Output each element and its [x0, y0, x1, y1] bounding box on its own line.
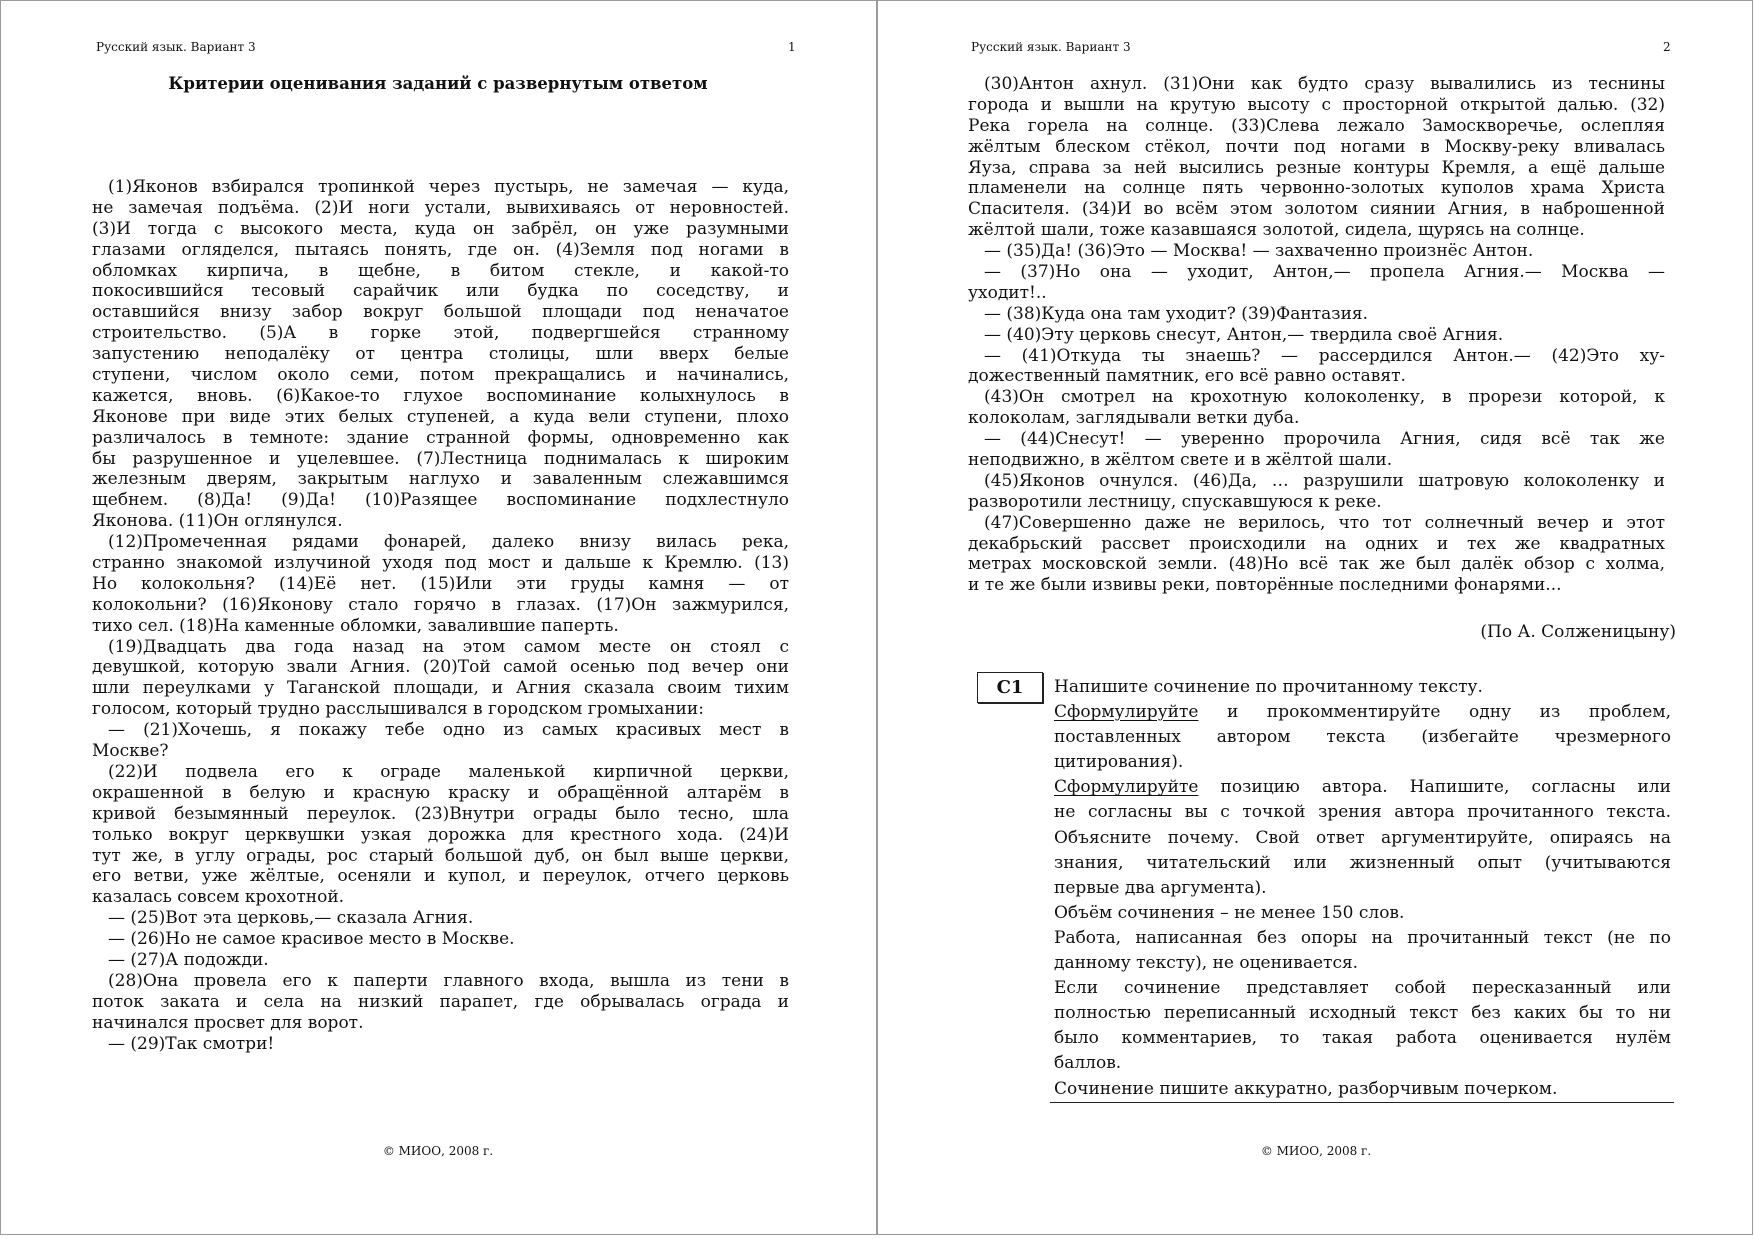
- text-line: [1054, 1001, 1671, 1026]
- text-line: [92, 281, 789, 302]
- line-text: — (40)Эту церковь снесут, Антон,— твердила своё Агния.: [984, 324, 1504, 345]
- text-line: [968, 262, 1665, 283]
- text-line: [968, 429, 1665, 450]
- text-line: [968, 471, 1665, 492]
- line-text: Спасителя. (34)И во всём этом золотом сиянии Агния, в наброшенной: [968, 199, 1665, 220]
- text-line: [92, 971, 789, 992]
- line-text: Москве?: [92, 741, 169, 762]
- line-text: Напишите сочинение по прочитанному тексту.: [1054, 677, 1483, 697]
- line-text: ступени, числом около семи, потом прекращались и начинались,: [92, 365, 789, 386]
- line-text: знания, читательский или жизненный опыт (учитываются: [1054, 852, 1671, 873]
- line-text: (19)Двадцать два года назад на этом самом месте он стоял с: [108, 636, 789, 657]
- text-line: [92, 386, 789, 407]
- text-line: [968, 304, 1665, 325]
- text-line: [92, 866, 789, 887]
- line-text: строительство. (5)А в горке этой, подвергшейся странному: [92, 323, 789, 344]
- line-text: декабрьский рассвет происходили на одних и тех же квадратных: [968, 533, 1665, 554]
- text-line: [92, 908, 789, 929]
- line-text: жёлтым блеском стёкол, почти под ногами в Москву-реку вливалась: [968, 136, 1665, 157]
- text-line: [1054, 1077, 1671, 1102]
- page-footer: © МИОО, 2008 г.: [382, 1144, 494, 1158]
- line-text: тихо сел. (18)На каменные обломки, завалившие паперть.: [92, 615, 619, 636]
- page-2: [878, 0, 1754, 1239]
- text-line: [92, 407, 789, 428]
- line-text: (1)Яконов взбирался тропинкой через пустырь, не замечая — куда,: [108, 177, 789, 197]
- line-text: города и вышли на крутую высоту с просторной открытой далью. (32): [968, 94, 1665, 115]
- line-text: жёлтой шали, тоже казавшаяся золотой, сидела, щурясь на солнце.: [968, 220, 1585, 241]
- line-text: запустению неподалёку от центра столицы, шли вверх белые: [92, 344, 789, 365]
- text-line: [92, 887, 789, 908]
- line-text: было комментариев, то такая работа оценивается нулём: [1054, 1028, 1671, 1049]
- text-line: [1054, 775, 1671, 800]
- line-text: Работа, написанная без опоры на прочитанный текст (не по: [1054, 927, 1671, 948]
- text-line: [968, 408, 1665, 429]
- text-line: [92, 219, 789, 240]
- line-text: казалась совсем крохотной.: [92, 887, 345, 908]
- text-line: [92, 302, 789, 323]
- text-line: [92, 261, 789, 282]
- line-text: неподвижно, в жёлтом свете и в жёлтой шали.: [968, 450, 1393, 471]
- text-line: [92, 1013, 789, 1034]
- text-line: [1054, 851, 1671, 876]
- text-line: [92, 929, 789, 950]
- text-line: [92, 720, 789, 741]
- text-line: [92, 240, 789, 261]
- text-line: [1054, 750, 1671, 775]
- line-text: странно знакомой излучиной уходя под мост и дальше к Кремлю. (13): [92, 553, 789, 574]
- line-text: колокольни? (16)Яконову стало горячо в глазах. (17)Он зажмурился,: [92, 594, 789, 615]
- line-text: железным дверям, закрытым наглухо и заваленным слежавшимся: [92, 469, 789, 490]
- line-text: покосившийся тесовый сарайчик или будка по соседству, и: [92, 281, 789, 302]
- text-line: [968, 116, 1665, 137]
- text-line: [968, 137, 1665, 158]
- line-text: Яконове при виде этих белых ступеней, а куда вели ступени, плохо: [92, 406, 789, 427]
- task-instructions: [1054, 675, 1671, 1102]
- text-line: [968, 95, 1665, 116]
- text-line: [92, 699, 789, 720]
- text-line: [92, 428, 789, 449]
- text-line: [968, 534, 1665, 555]
- page-number: 2: [1663, 40, 1671, 54]
- line-text: (12)Промеченная рядами фонарей, далеко внизу вилась река,: [108, 532, 789, 553]
- text-line: [1054, 976, 1671, 1001]
- line-text: — (26)Но не самое красивое место в Москве.: [108, 929, 515, 950]
- line-text: (3)И тогда с высокого места, куда он забрёл, он уже разумными: [92, 218, 789, 239]
- line-text: пламенели на солнце пять червонно-золотых куполов храма Христа: [968, 178, 1665, 199]
- text-line: [968, 74, 1665, 95]
- text-line: [968, 554, 1665, 575]
- text-line: [92, 637, 789, 658]
- line-text: Но колокольня? (14)Её нет. (15)Или эти груды камня — от: [92, 573, 789, 594]
- line-text: глазами огляделся, пытаясь понять, где он. (4)Земля под ногами в: [92, 239, 789, 260]
- text-line: [968, 450, 1665, 471]
- text-line: [968, 366, 1665, 387]
- line-text: (45)Яконов очнулся. (46)Да, … разрушили шатровую колоколенку и: [984, 470, 1665, 491]
- text-line: [92, 804, 789, 825]
- text-line: [968, 220, 1665, 241]
- underlined-word: Сформулируйте: [1054, 702, 1199, 723]
- line-text: (22)И подвела его к ограде маленькой кирпичной церкви,: [108, 761, 789, 782]
- text-line: [1054, 700, 1671, 725]
- text-line: [968, 283, 1665, 304]
- text-line: [968, 158, 1665, 179]
- line-text: и прокомментируйте одну из проблем,: [1198, 702, 1671, 723]
- text-line: [1054, 951, 1671, 976]
- text-line: [968, 199, 1665, 220]
- line-text: первые два аргумента).: [1054, 877, 1267, 898]
- line-text: оставшийся внизу забор вокруг большой площади под неначатое: [92, 302, 789, 323]
- line-text: — (44)Снесут! — уверенно пророчила Агния, сидя всё так же: [984, 429, 1665, 450]
- line-text: — (21)Хочешь, я покажу тебе одно из самых красивых мест в: [108, 720, 789, 741]
- text-line: [1054, 876, 1671, 901]
- line-text: — (25)Вот эта церковь,— сказала Агния.: [108, 908, 474, 929]
- underlined-word: Сформулируйте: [1054, 777, 1199, 798]
- text-line: [1054, 826, 1671, 851]
- line-text: начинался просвет для ворот.: [92, 1012, 364, 1033]
- text-line: [92, 1034, 789, 1055]
- text-line: [92, 950, 789, 971]
- line-text: колоколам, заглядывали ветки дуба.: [968, 408, 1300, 429]
- line-text: — (35)Да! (36)Это — Москва! — захваченно произнёс Антон.: [984, 241, 1534, 262]
- line-text: щебнем. (8)Да! (9)Да! (10)Разящее воспоминание подхлестнуло: [92, 490, 789, 511]
- text-body: [968, 74, 1665, 596]
- line-text: (47)Совершенно даже не верилось, что тот солнечный вечер и этот: [984, 512, 1665, 533]
- line-text: (28)Она провела его к паперти главного входа, вышла из тени в: [108, 970, 789, 991]
- line-text: тут же, в углу ограды, рос старый большой дуб, он был выше церкви,: [92, 845, 789, 866]
- text-line: [92, 741, 789, 762]
- text-line: [92, 678, 789, 699]
- line-text: только вокруг церквушки узкая дорожка для крестного хода. (24)И: [92, 824, 789, 845]
- line-text: цитирования).: [1054, 752, 1184, 773]
- line-text: кажется, вновь. (6)Какое-то глухое воспоминание колыхнулось в: [92, 385, 789, 406]
- text-line: [92, 553, 789, 574]
- line-text: бы разрушенное и уцелевшее. (7)Лестница поднималась к широким: [92, 448, 789, 469]
- line-text: поток заката и села на низкий парапет, где обрывалась ограда и: [92, 991, 789, 1012]
- text-line: [1054, 901, 1671, 926]
- text-line: [1054, 926, 1671, 951]
- text-line: [968, 178, 1665, 199]
- text-line: [968, 325, 1665, 346]
- page-footer: © МИОО, 2008 г.: [1260, 1144, 1372, 1158]
- line-text: — (29)Так смотри!: [108, 1033, 275, 1054]
- author-attribution: (По А. Солженицыну): [1480, 622, 1676, 642]
- text-line: [92, 344, 789, 365]
- line-text: обломках кирпича, в щебне, в битом стекле, и какой-то: [92, 260, 789, 281]
- line-text: Яуза, справа за ней высились резные контуры Кремля, а ещё дальше: [968, 157, 1665, 178]
- text-line: [1054, 800, 1671, 825]
- line-text: (30)Антон ахнул. (31)Они как будто сразу вывалились из теснины: [984, 74, 1665, 94]
- line-text: различалось в темноте: здание странной формы, одновременно как: [92, 427, 789, 448]
- line-text: разворотили лестницу, спускавшуюся к реке.: [968, 491, 1382, 512]
- line-text: Яконова. (11)Он оглянулся.: [92, 511, 343, 532]
- page-1: [0, 0, 876, 1239]
- text-line: [92, 616, 789, 637]
- text-line: [968, 241, 1665, 262]
- line-text: полностью переписанный исходный текст без каких бы то ни: [1054, 1003, 1671, 1024]
- text-line: [968, 513, 1665, 534]
- divider: [1050, 1102, 1674, 1103]
- line-text: и те же были извивы реки, повторённые последними фонарями...: [968, 575, 1562, 596]
- line-text: — (41)Откуда ты знаешь? — рассердился Антон.— (42)Это ху-: [984, 345, 1665, 366]
- line-text: баллов.: [1054, 1053, 1122, 1074]
- text-line: [1054, 725, 1671, 750]
- line-text: Если сочинение представляет собой пересказанный или: [1054, 978, 1671, 999]
- line-text: — (27)А подожди.: [108, 949, 269, 970]
- text-body: [92, 177, 789, 1054]
- line-text: поставленных автором текста (избегайте чрезмерного: [1054, 727, 1671, 748]
- text-line: [1054, 1026, 1671, 1051]
- text-line: [92, 511, 789, 532]
- text-line: [92, 198, 789, 219]
- line-text: голосом, который трудно расслышивался в городском громыхании:: [92, 699, 704, 720]
- text-line: [92, 365, 789, 386]
- line-text: — (38)Куда она там уходит? (39)Фантазия.: [984, 303, 1369, 324]
- text-line: [92, 574, 789, 595]
- text-line: [92, 323, 789, 344]
- text-line: [92, 595, 789, 616]
- text-line: [968, 387, 1665, 408]
- page-header: Русский язык. Вариант 3: [971, 40, 1131, 54]
- task-label-box: С1: [977, 672, 1043, 703]
- line-text: его ветви, уже жёлтые, осеняли и купол, и переулок, отчего церковь: [92, 866, 789, 887]
- line-text: Река горела на солнце. (33)Слева лежало Замоскворечье, ослепляя: [968, 115, 1665, 136]
- text-line: [92, 532, 789, 553]
- page-header: Русский язык. Вариант 3: [96, 40, 256, 54]
- line-text: кривой безымянный переулок. (23)Внутри ограды было тесно, шла: [92, 803, 789, 824]
- text-line: [92, 449, 789, 470]
- text-line: [92, 846, 789, 867]
- line-text: (43)Он смотрел на крохотную колоколенку, в прорези которой, к: [984, 387, 1665, 408]
- line-text: шли переулками у Таганской площади, и Агния сказала своим тихим: [92, 678, 789, 699]
- line-text: уходит!..: [968, 282, 1047, 303]
- text-line: [92, 490, 789, 511]
- line-text: дожественный памятник, его всё равно оставят.: [968, 366, 1406, 387]
- page-title: Критерии оценивания заданий с развернутым ответом: [168, 74, 708, 93]
- text-line: [92, 825, 789, 846]
- text-line: [968, 575, 1665, 596]
- text-line: [1054, 675, 1671, 700]
- line-text: не замечая подъёма. (2)И ноги устали, вывихиваясь от неровностей.: [92, 197, 789, 218]
- line-text: метрах московской земли. (48)Но всё так же был далёк обзор с холма,: [968, 554, 1665, 575]
- text-line: [1054, 1051, 1671, 1076]
- line-text: девушкой, которую звали Агния. (20)Той самой осенью под вечер они: [92, 657, 789, 678]
- text-line: [92, 783, 789, 804]
- line-text: позицию автора. Напишите, согласны или: [1198, 777, 1671, 798]
- line-text: данному тексту), не оценивается.: [1054, 953, 1359, 974]
- text-line: [92, 177, 789, 198]
- text-line: [92, 762, 789, 783]
- text-line: [968, 492, 1665, 513]
- text-line: [92, 657, 789, 678]
- text-line: [92, 469, 789, 490]
- text-line: [92, 992, 789, 1013]
- line-text: Сочинение пишите аккуратно, разборчивым почерком.: [1054, 1078, 1558, 1099]
- page-number: 1: [788, 40, 796, 54]
- line-text: Объясните почему. Свой ответ аргументируйте, опираясь на: [1054, 827, 1671, 848]
- line-text: окрашенной в белую и красную краску и обращённой алтарём в: [92, 782, 789, 803]
- line-text: Объём сочинения – не менее 150 слов.: [1054, 902, 1405, 923]
- line-text: не согласны вы с точкой зрения автора прочитанного текста.: [1054, 802, 1671, 823]
- text-line: [968, 346, 1665, 367]
- line-text: — (37)Но она — уходит, Антон,— пропела Агния.— Москва —: [984, 262, 1665, 283]
